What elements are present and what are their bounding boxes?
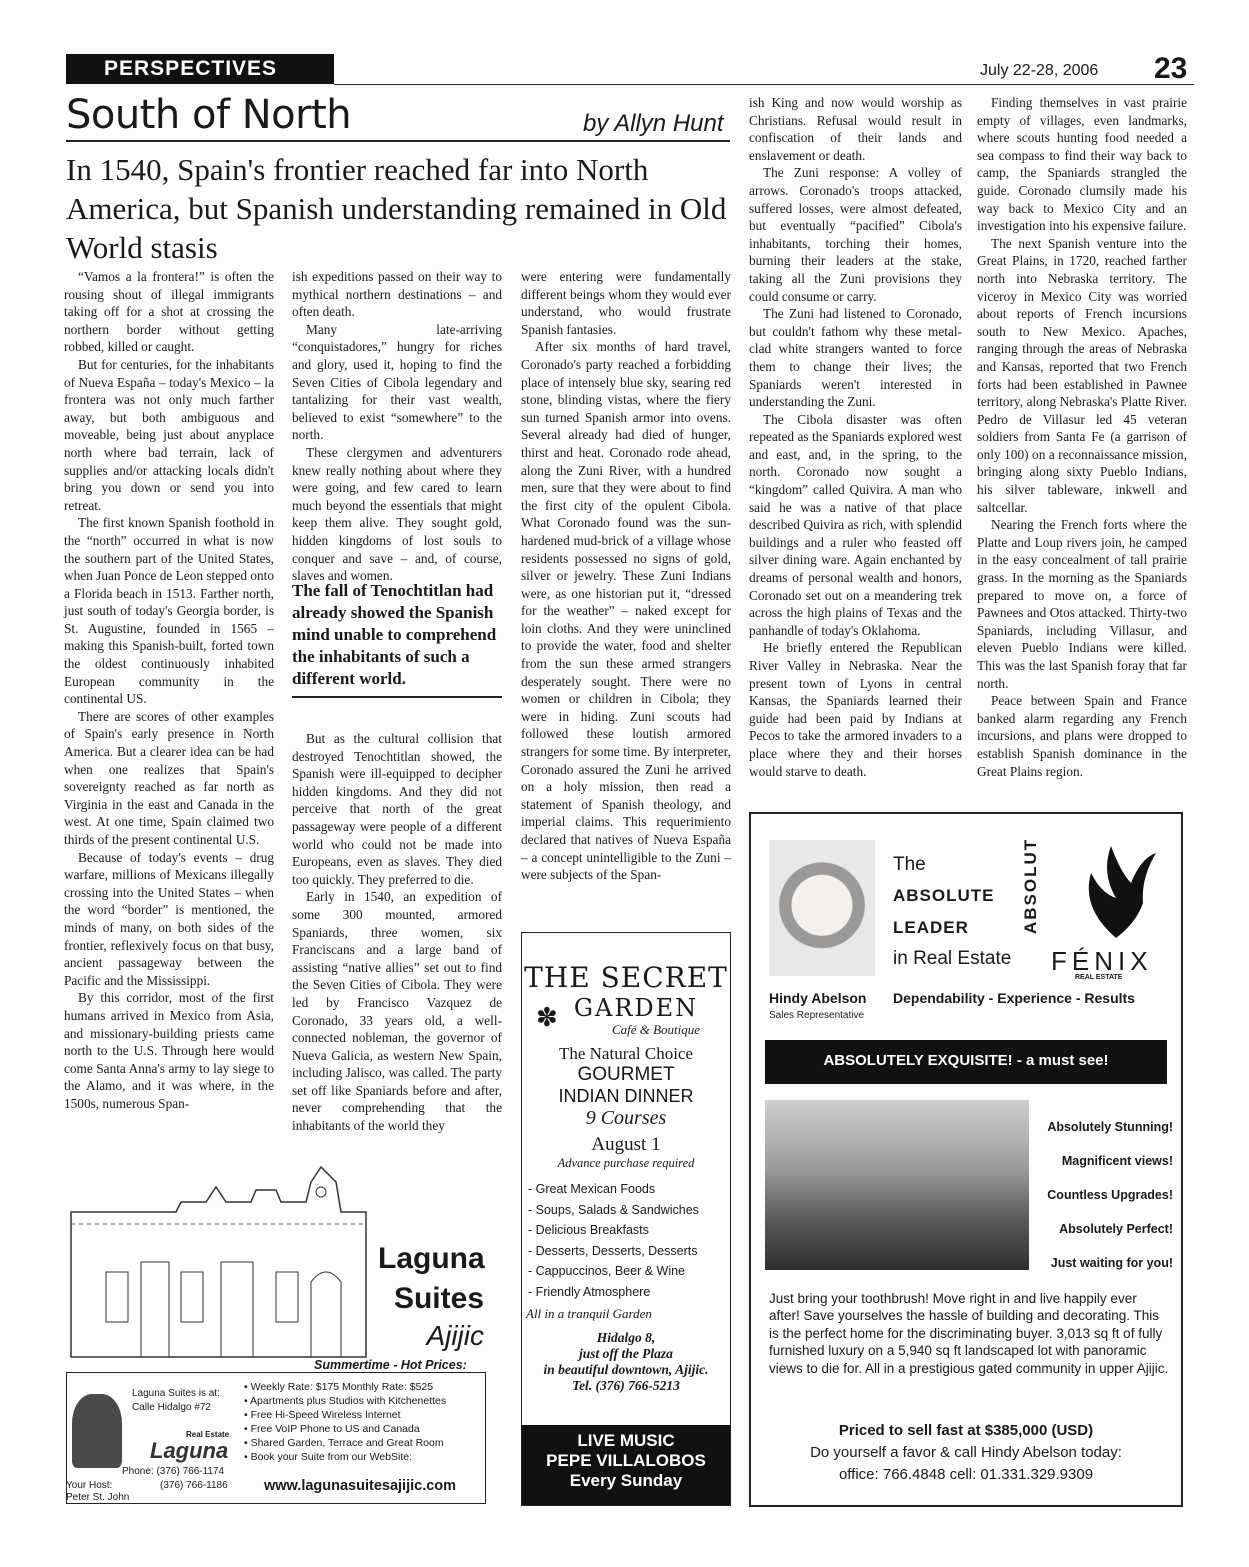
article-paragraph: Nearing the French forts where the Platte and Loup rivers join, he camped in the easy concealment of tall prairie grass. In the morning as the Spaniards prepared to move on, a force of Pawnees and Otos attacked. Thirty-two Spaniards, including Villasur, and eleven Pueblo Indians were killed. This was the last Spanish foray that far north. bbox=[977, 517, 1187, 691]
garden-address-2: just off the Plaza bbox=[579, 1346, 673, 1361]
fenix-tag-3: LEADER bbox=[893, 918, 969, 937]
page-number: 23 bbox=[1154, 52, 1188, 85]
article-paragraph: There are scores of other examples of Spain's early presence in North America. But a clearer idea can be had when one realizes that Spain's sovereignty reached as far north as Virginia in the east and Canada in the west. At one time, Spain claimed two thirds of the present continental U.S. bbox=[64, 708, 274, 847]
garden-line-3: INDIAN DINNER bbox=[558, 1086, 694, 1106]
list-item: - Delicious Breakfasts bbox=[528, 1223, 649, 1237]
article-paragraph: ish King and now would worship as Christians. Refusal would result in confiscation of their lands and enslavement or death. bbox=[749, 95, 962, 163]
secret-garden-ad bbox=[521, 932, 731, 1506]
article-paragraph: Early in 1540, an expedition of some 300 mounted, armored Spaniards, three women, six Franciscans and a large band of assisting “native allies” set out to find the Seven Cities of Cibola. They were led by Francisco Vazquez de Coronado, 33 years old, a well-connected nobleman, the governor of Nueva Galicia, as western New Spain, including Jalisco, was called. The party set off like Spaniards before and after, never comprehending that the inhabitants of the world they bbox=[292, 889, 502, 1134]
column-4 bbox=[749, 94, 962, 780]
agent-photo bbox=[769, 840, 875, 976]
property-description: Just bring your toothbrush! Move right in and live happily ever after! Save yourselves the hassle of building and decorating. This is the perfect home for the discriminating buyer. 3,013 sq ft of fully furnished luxury on a 5,940 sq ft landscaped lot with panoramic views to die for. All in a prestigious gated community in upper Ajijic. bbox=[769, 1291, 1169, 1376]
garden-flower-icon: ✽ bbox=[536, 1003, 558, 1032]
article-paragraph: The first known Spanish foothold in the “north” occurred in what is now the southern part of the United States, when Juan Ponce de Leon stepped onto a Florida beach in 1513. Farther north, just south of today's Georgia border, is St. Augustine, founded in 1565 – making this Spanish-built, forted town the oldest continuously inhabited European community in the continental US. bbox=[64, 515, 274, 707]
list-item: - Desserts, Desserts, Desserts bbox=[528, 1243, 698, 1258]
laguna-address-1: Laguna Suites is at: bbox=[132, 1388, 220, 1399]
building-sketch bbox=[66, 1162, 376, 1372]
music-line-2: PEPE VILLALOBOS bbox=[546, 1451, 706, 1470]
article-paragraph: These clergymen and adventurers knew really nothing about where they were going, and few cared to learn much beyond the essentials that might keep them alive. They sought gold, hidden kingdoms of lost souls to conquer and save – and, of course, slaves and women. bbox=[292, 444, 502, 584]
phoenix-logo-icon bbox=[1071, 838, 1161, 948]
article-paragraph: The next Spanish venture into the Great Plains, in 1720, reached farther north into Nebraska territory. The viceroy in Mexico City was worried about reports of French incursions south to New Mexico. Apaches, ranging through the areas of Nebraska and Kansas, reported that two French forts had been established in Pawnee territory, along Nebraska's Platte River. Pedro de Villasur led 45 veteran soldiers from Santa Fe (a garrison of only 100) on a reconnaissance mission, bringing along sixty Pueblo Indians, his silver tableware, inkwell and saltcellar. bbox=[977, 235, 1187, 515]
garden-subtitle: Café & Boutique bbox=[611, 1022, 701, 1037]
list-item: • Free Hi-Speed Wireless Internet bbox=[244, 1409, 401, 1421]
article-paragraph: But for centuries, for the inhabitants of Nueva España – today's Mexico – la frontera was not only much farther away, but both ambiguous and moveable, being just about anyplace north where bad terrain, lack of supplies and/or attacking locals didn't bring you down or send you into retreat. bbox=[64, 356, 274, 513]
contact-numbers: office: 766.4848 cell: 01.331.329.9309 bbox=[838, 1466, 1094, 1483]
header-rule bbox=[334, 84, 1194, 85]
article-paragraph: The Cibola disaster was often repeated as the Spaniards explored west and east, and, in the spring, to the north. Coronado now sought a “kingdom” called Quivira. A man who said he was a native of that place described Quivira as rich, with splendid buildings and a ruler who feasted off silver dining ware. Again enchanted by dreams of personal wealth and honors, Coronado set out on a meandering trek across the high plains of Texas and the panhandle of today's Oklahoma. bbox=[749, 411, 962, 638]
list-item: Absolutely Stunning! bbox=[1047, 1120, 1173, 1134]
garden-line-2: GOURMET bbox=[577, 1064, 675, 1085]
column-1 bbox=[64, 268, 274, 1113]
brand-name: FÉNIX bbox=[1051, 946, 1153, 976]
article-paragraph: Because of today's events – drug warfare, millions of Mexicans illegally crossing into the United States – when the word “border” is mentioned, the minds of many, on both sides of the frontier, reflexively focus on that busy, ancient passageway between the Pacific and the Mississippi. bbox=[64, 849, 274, 988]
article-paragraph: But as the cultural collision that destroyed Tenochtitlan showed, the Spanish were ill-equipped to decipher hidden kingdoms. And they did not perceive that north of the great passageway were people of a different world who could not be made into Europeans, even as slaves. They died too quickly. They preferred to die. bbox=[292, 731, 502, 887]
agent-role: Sales Representative bbox=[769, 1010, 865, 1021]
laguna-title-2: Suites bbox=[393, 1282, 484, 1315]
price: Priced to sell fast at $385,000 (USD) bbox=[838, 1422, 1094, 1439]
title-rule bbox=[66, 140, 730, 142]
host-photo bbox=[72, 1394, 122, 1468]
list-item: • Free VoIP Phone to US and Canada bbox=[244, 1423, 420, 1435]
garden-date: August 1 bbox=[591, 1134, 661, 1155]
laguna-tagline: Summertime - Hot Prices: bbox=[314, 1358, 467, 1372]
fenix-tag-4: in Real Estate bbox=[893, 948, 1012, 969]
list-item: Magnificent views! bbox=[1061, 1154, 1173, 1168]
list-item: • Weekly Rate: $175 Monthly Rate: $525 bbox=[244, 1381, 434, 1393]
garden-address-3: in beautiful downtown, Ajijic. bbox=[543, 1362, 709, 1377]
agent-name: Hindy Abelson bbox=[769, 990, 867, 1006]
list-item: Countless Upgrades! bbox=[1047, 1188, 1173, 1202]
laguna-title-3: Ajijic bbox=[426, 1320, 484, 1351]
list-item: - Cappuccinos, Beer & Wine bbox=[528, 1264, 686, 1278]
list-item: • Apartments plus Studios with Kitchenettes bbox=[244, 1395, 447, 1407]
live-music-banner bbox=[522, 1425, 730, 1505]
house-photo bbox=[765, 1100, 1029, 1270]
laguna-logo: Laguna bbox=[150, 1438, 229, 1463]
article-paragraph: Finding themselves in vast prairie empty of villages, even landmarks, where scouts hunting food needed a sea compass to find their way back to camp, the Spaniards strangled the guide. Coronado clumsily made his way back to Mexico City and an investigation into his expensive failure. bbox=[977, 95, 1187, 234]
article-paragraph: After six months of hard travel, Coronado's party reached a forbidding place of intensely blue sky, searing red stone, blinding vistas, where the fiery sun turned Spanish armor into ovens. Several already had died of hunger, thirst and heat. Coronado rode ahead, along the Zuni River, with a hundred men, sure that they were about to find the first city of the opulent Cibola. What Coronado found was the sun-hardened mud-brick of a village whose residents possessed no signs of gold, silver or jewelry. These Zuni Indians were, as one historian put it, “dressed for the weather” – naked except for loin cloths. And they were uninclined to provide the water, food and shelter from the sun these armed strangers desperately sought. There were no women or children in Cibola; they were in hiding. Zuni scouts had followed these loutish armored strangers for some time. By interpreter, Coronado assured the Zuni he arrived on a holy mission, then read a statement of Spanish theology, and imperial claims. This requerimiento declared that natives of Nueva España – a concept unintelligible to the Zuni – were subjects of the Span- bbox=[521, 339, 731, 883]
brand-sub: REAL ESTATE bbox=[1075, 974, 1123, 981]
laguna-features bbox=[244, 1380, 484, 1464]
music-line-1: LIVE MUSIC bbox=[577, 1431, 675, 1450]
pull-quote: The fall of Tenochtitlan had already showed the Spanish mind unable to comprehend the inhabitants of such a different world. bbox=[292, 580, 502, 698]
article-subhead: In 1540, Spain's frontier reached far into North America, but Spanish understanding remained in Old World stasis bbox=[66, 152, 727, 265]
banner-headline: ABSOLUTELY EXQUISITE! - a must see! bbox=[765, 1040, 1167, 1084]
fenix-tag-2: ABSOLUTE bbox=[893, 886, 995, 905]
garden-tagline: All in a tranquil Garden bbox=[526, 1306, 652, 1321]
article-paragraph: ish expeditions passed on their way to mythical northern destinations – and often death. bbox=[292, 269, 502, 320]
brand-vertical: ABSOLUT bbox=[1021, 837, 1040, 934]
article-paragraph: The Zuni had listened to Coronado, but couldn't fathom why these metal-clad white strangers wanted to force them to change their lives; the Spaniards weren't interested in understanding the Zuni. bbox=[749, 306, 962, 410]
article-paragraph: “Vamos a la frontera!” is often the rousing shout of illegal immigrants taking off for a shot at crossing the northern border without getting robbed, killed or caught. bbox=[64, 269, 274, 355]
article-paragraph: Many late-arriving “conquistadores,” hungry for riches and glory, used it, hoping to find the Seven Cities of Cibola legendary and tantalizing for their vast wealth, believed to exist “somewhere” to the north. bbox=[292, 321, 502, 443]
laguna-website[interactable]: www.lagunasuitesajijic.com bbox=[264, 1478, 457, 1494]
agent-slogan: Dependability - Experience - Results bbox=[893, 990, 1135, 1006]
article-paragraph: By this corridor, most of the first humans arrived in Mexico from Asia, and missionary-building priests came north to the U.S. Through here would come Santa Anna's army to lay siege to the Alamo, and it was where, in the 1500s, numerous Span- bbox=[64, 990, 274, 1111]
article-title: South of North bbox=[66, 92, 352, 138]
laguna-phone-2: (376) 766-1186 bbox=[160, 1480, 228, 1491]
list-item: - Great Mexican Foods bbox=[528, 1182, 656, 1196]
article-paragraph: The Zuni response: A volley of arrows. Coronado's troops attacked, suffered losses, were almost defeated, but eventually “pacified” Cibola's inhabitants, torching their homes, burning their leaders at the stake, taking all the Zuni provisions they could consume or carry. bbox=[749, 165, 962, 304]
article-paragraph: were entering were fundamentally different beings whom they would ever understand, who would frustrate Spanish fantasies. bbox=[521, 269, 731, 337]
laguna-address-2: Calle Hidalgo #72 bbox=[132, 1402, 211, 1413]
issue-date: July 22-28, 2006 bbox=[980, 62, 1099, 79]
byline: by Allyn Hunt bbox=[583, 110, 724, 137]
list-item: - Soups, Salads & Sandwiches bbox=[528, 1202, 699, 1217]
laguna-phone-1: Phone: (376) 766-1174 bbox=[122, 1466, 225, 1477]
article-paragraph: Peace between Spain and France banked alarm regarding any French incursions, and plans were dropped to establish Spanish dominance in the Great Plains region. bbox=[977, 693, 1187, 779]
host-name: Peter St. John bbox=[66, 1492, 130, 1503]
list-item: Just waiting for you! bbox=[1050, 1256, 1173, 1270]
column-2-bottom bbox=[292, 730, 502, 1135]
garden-phone: Tel. (376) 766-5213 bbox=[572, 1378, 680, 1393]
music-line-3: Every Sunday bbox=[569, 1471, 683, 1490]
laguna-suites-ad bbox=[66, 1162, 494, 1507]
host-label: Your Host: bbox=[66, 1480, 113, 1491]
fenix-real-estate-ad bbox=[749, 812, 1183, 1507]
call-to-action: Do yourself a favor & call Hindy Abelson today: bbox=[810, 1444, 1122, 1461]
section-label: PERSPECTIVES bbox=[66, 54, 334, 84]
garden-address-1: Hidalgo 8, bbox=[596, 1330, 656, 1345]
list-item: • Book your Suite from our WebSite: bbox=[244, 1451, 413, 1463]
list-item: - Friendly Atmosphere bbox=[528, 1284, 651, 1299]
column-5 bbox=[977, 94, 1187, 780]
fenix-tag-1: The bbox=[893, 854, 926, 875]
property-features bbox=[1035, 1110, 1173, 1280]
garden-line-4: 9 Courses bbox=[585, 1107, 667, 1129]
garden-note: Advance purchase required bbox=[557, 1156, 695, 1170]
column-3 bbox=[521, 268, 731, 884]
laguna-logo-small: Real Estate bbox=[186, 1430, 230, 1439]
list-item: Absolutely Perfect! bbox=[1059, 1222, 1173, 1236]
laguna-title-1: Laguna bbox=[378, 1242, 485, 1275]
list-item: • Shared Garden, Terrace and Great Room bbox=[244, 1437, 444, 1449]
garden-title-2: GARDEN bbox=[573, 994, 699, 1022]
garden-line-1: The Natural Choice bbox=[558, 1044, 694, 1063]
garden-title-1: THE SECRET bbox=[524, 961, 728, 994]
article-paragraph: He briefly entered the Republican River Valley in Nebraska. Near the present town of Lyons in central Kansas, the Spaniards learned their guide had been paid by Indians at Pecos to take the armored invaders to a place where they and their horses would starve to death. bbox=[749, 640, 962, 779]
column-2-top bbox=[292, 268, 502, 585]
garden-menu-list bbox=[528, 1179, 730, 1302]
